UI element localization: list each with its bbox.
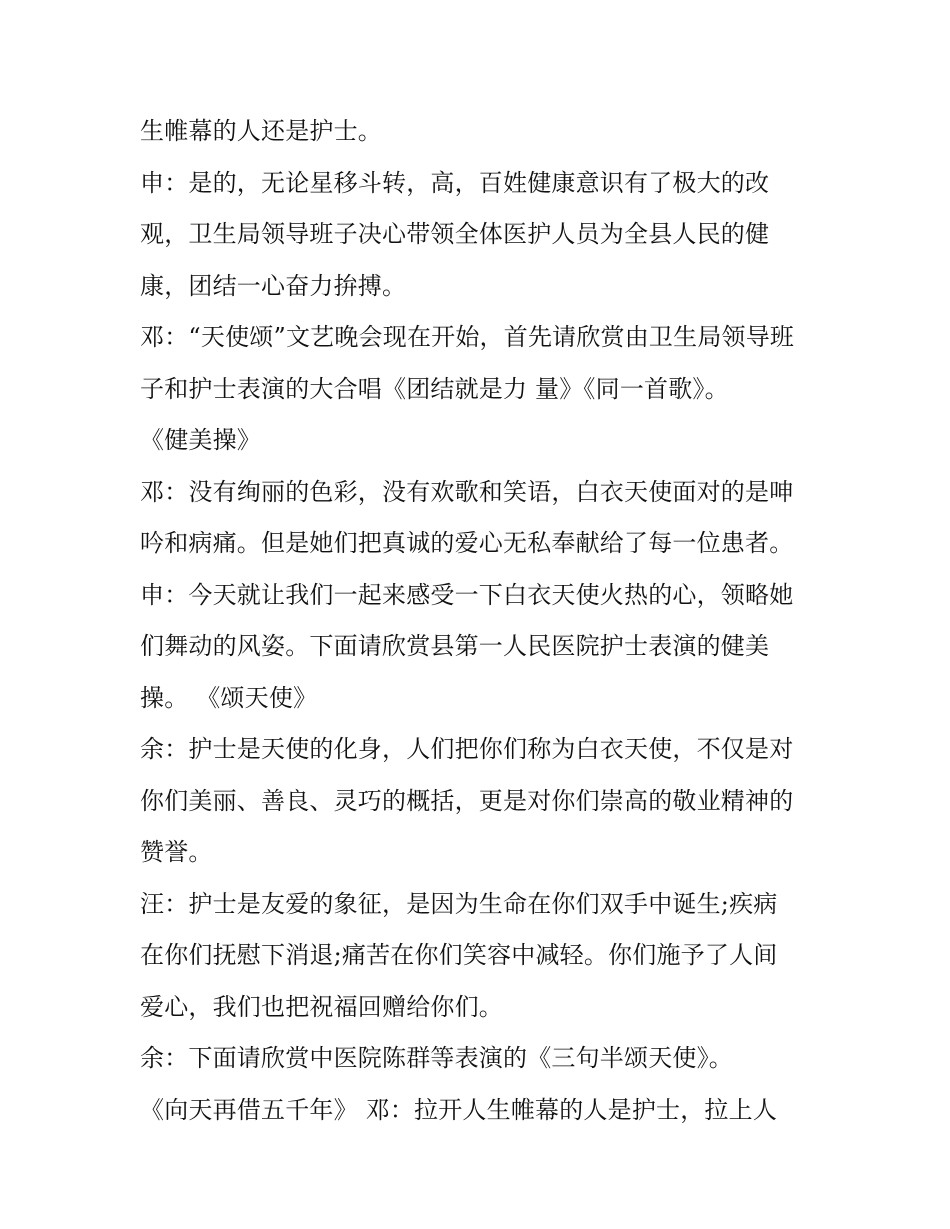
text-line: 邓：“天使颂”文艺晚会现在开始，首先请欣赏由卫生局领导班	[140, 323, 795, 351]
text-line: 你们美丽、善良、灵巧的概括，更是对你们崇高的敬业精神的	[140, 786, 794, 815]
text-line: 生帷幕的人还是护士。	[140, 117, 382, 145]
text-line: 爱心，我们也把祝福回赠给你们。	[140, 992, 503, 1021]
text-line: 汪：护士是友爱的象征，是因为生命在你们双手中诞生;疾病	[140, 889, 778, 918]
text-line: 余：下面请欣赏中医院陈群等表演的《三句半颂天使》。	[140, 1044, 733, 1072]
text-line: 赞誉。	[140, 838, 213, 866]
text-line: 们舞动的风姿。下面请欣赏县第一人民医院护士表演的健美	[140, 632, 770, 660]
text-line: 邓：没有绚丽的色彩，没有欢歌和笑语，白衣天使面对的是呻	[140, 477, 794, 506]
text-line: 申：是的，无论星移斗转，高，百姓健康意识有了极大的改	[140, 168, 770, 197]
text-line: 余：护士是天使的化身，人们把你们称为白衣天使，不仅是对	[140, 735, 794, 763]
text-line: 子和护士表演的大合唱《团结就是力 量》《同一首歌》。	[140, 374, 729, 403]
text-line: 操。 《颂天使》	[140, 683, 318, 712]
document-body	[140, 106, 830, 1136]
text-line: 申：今天就让我们一起来感受一下白衣天使火热的心，领略她	[140, 580, 794, 609]
text-line: 《健美操》	[140, 426, 261, 454]
text-line: 《向天再借五千年》 邓：拉开人生帷幕的人是护士，拉上人	[140, 1095, 778, 1124]
text-line: 吟和病痛。但是她们把真诚的爱心无私奉献给了每一位患者。	[140, 529, 794, 557]
text-line: 康，团结一心奋力拚搏。	[140, 271, 407, 300]
text-line: 在你们抚慰下消退;痛苦在你们笑容中减轻。你们施予了人间	[140, 941, 778, 969]
text-line: 观，卫生局领导班子决心带领全体医护人员为全县人民的健	[140, 220, 770, 248]
